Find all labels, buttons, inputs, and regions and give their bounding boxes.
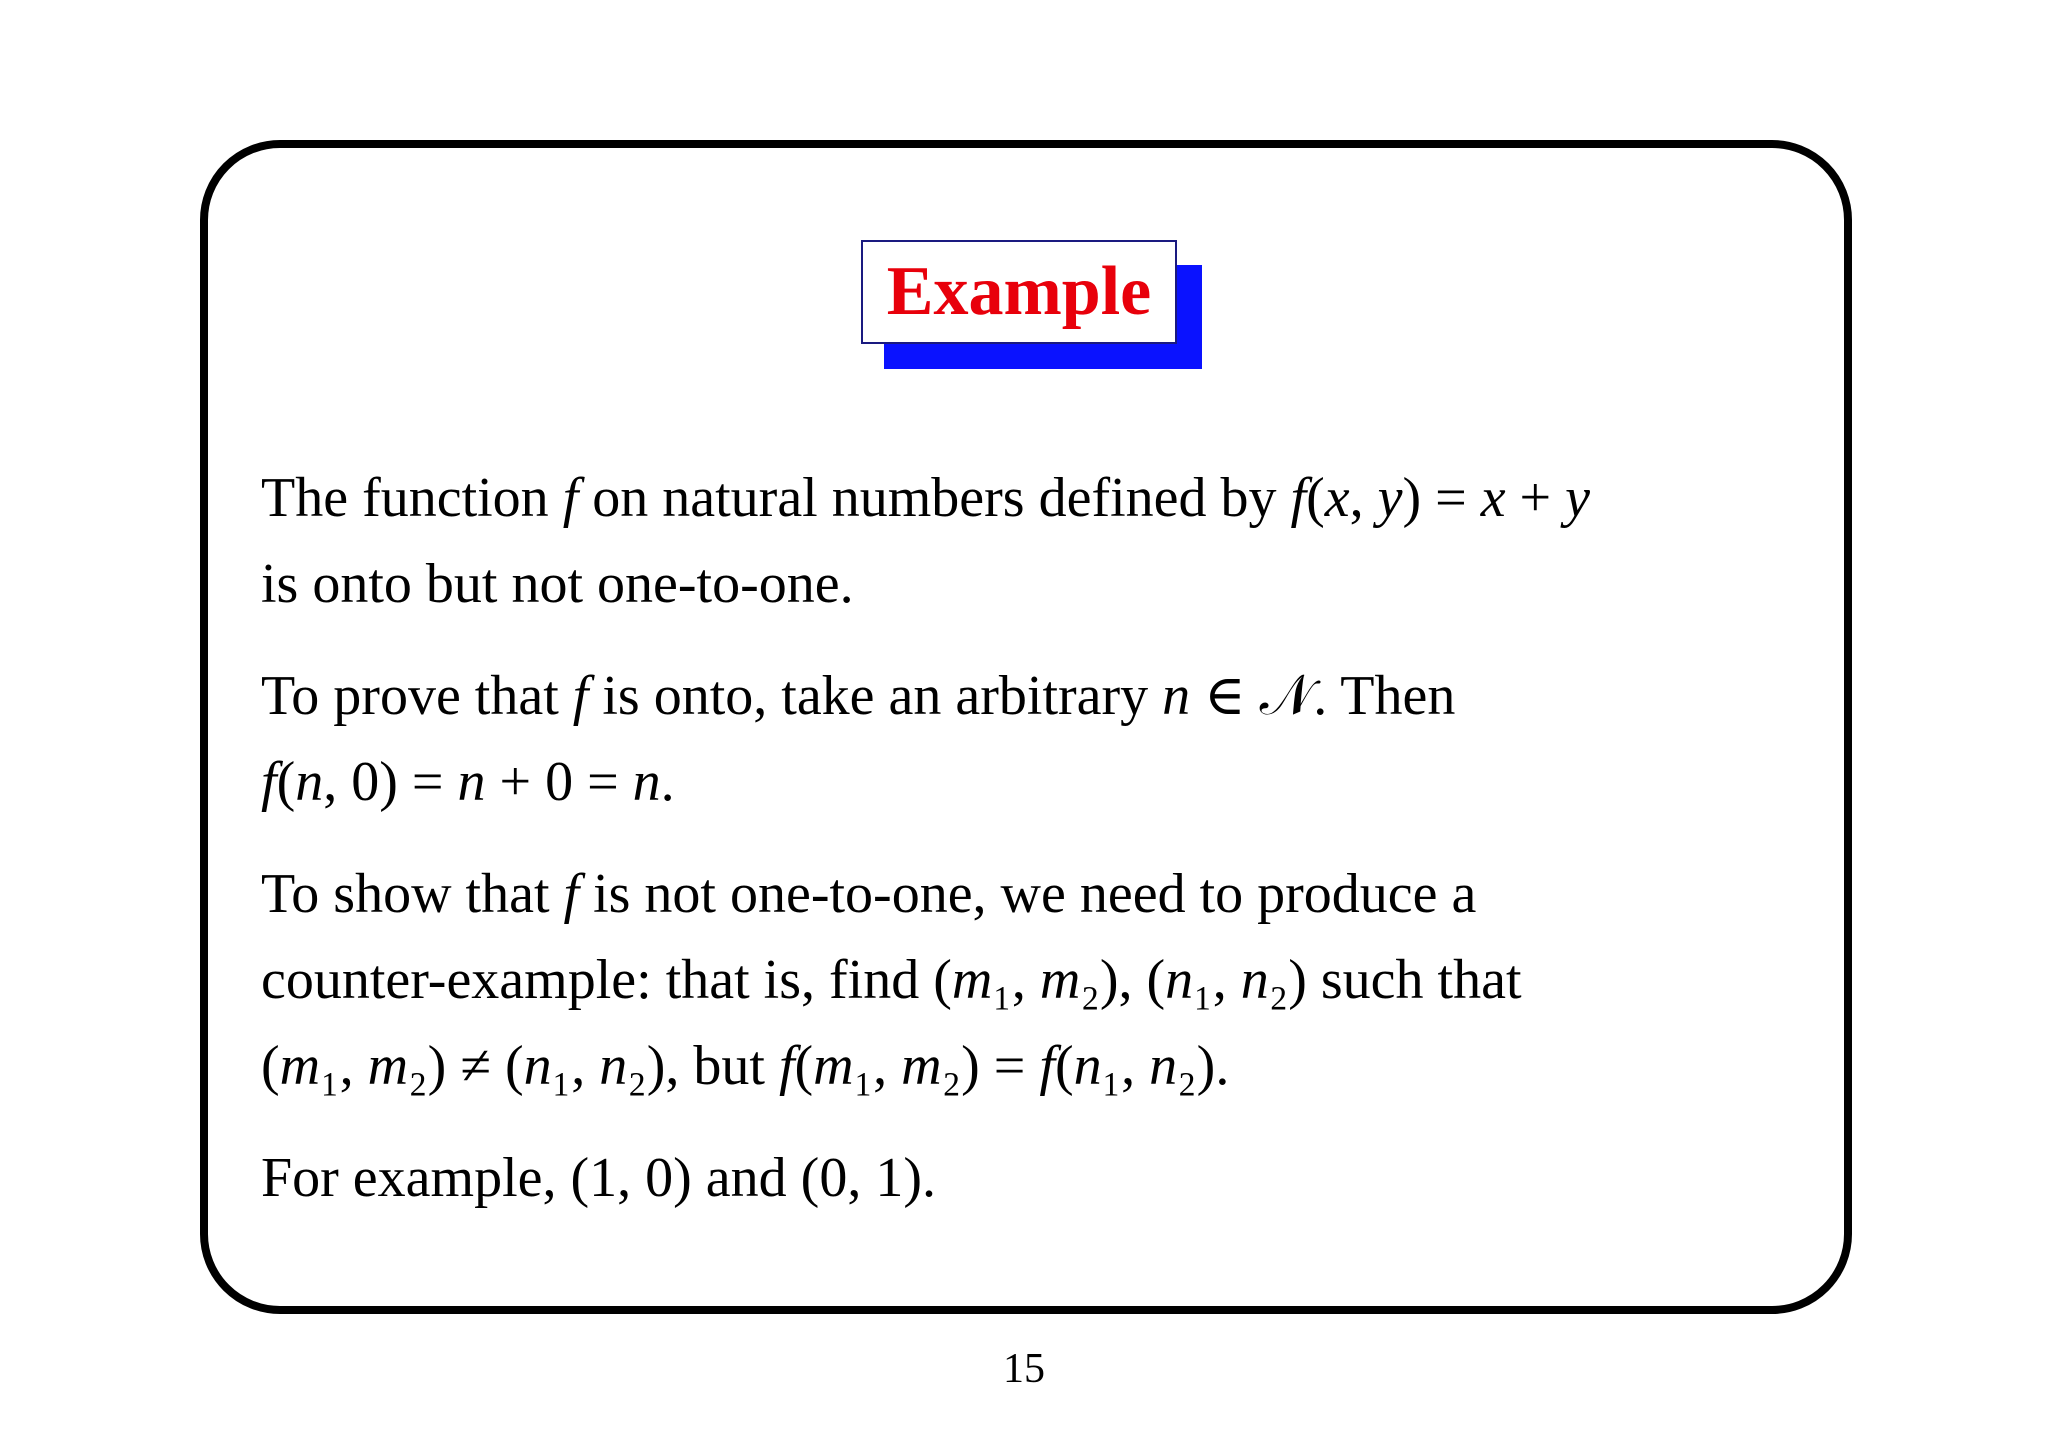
paragraph bbox=[261, 851, 1801, 1109]
math-expression: (m₁, m₂) ≠ (n₁, n₂) bbox=[261, 1035, 666, 1097]
paragraph-text: For example, bbox=[261, 1147, 571, 1209]
math-expression: (n₁, n₂) bbox=[1146, 949, 1307, 1011]
paragraph-text: is not one-to-one, we need to produce a bbox=[579, 863, 1477, 925]
paragraph-text: The function bbox=[261, 467, 563, 529]
paragraph bbox=[261, 455, 1801, 627]
math-expression: f bbox=[563, 863, 580, 925]
paragraph-text: . bbox=[660, 751, 675, 813]
math-expression: (0, 1) bbox=[800, 1147, 922, 1209]
math-expression: f bbox=[572, 665, 589, 727]
math-expression: n ∈ 𝒩 bbox=[1162, 665, 1314, 727]
math-expression: f(n, 0) = n + 0 = n bbox=[261, 751, 661, 813]
paragraph-text: . bbox=[1215, 1035, 1230, 1097]
paragraph-text: To show that bbox=[261, 863, 564, 925]
math-expression: f bbox=[562, 467, 579, 529]
paragraph bbox=[261, 1135, 1801, 1221]
slide-content bbox=[261, 455, 1801, 1247]
paragraph-text: counter-example: that is, find bbox=[261, 949, 934, 1011]
paragraph bbox=[261, 653, 1801, 825]
slide-title: Example bbox=[886, 253, 1152, 330]
paragraph-text: such that bbox=[1306, 949, 1522, 1011]
paragraph-text: . Then bbox=[1313, 665, 1456, 727]
paragraph-text: , bbox=[1118, 949, 1147, 1011]
paragraph-text: . bbox=[921, 1147, 936, 1209]
paragraph-text: on natural numbers defined by bbox=[578, 467, 1291, 529]
paragraph-text: is onto, take an arbitrary bbox=[588, 665, 1163, 727]
math-expression: (m₁, m₂) bbox=[933, 949, 1119, 1011]
page-number: 15 bbox=[1003, 1346, 1045, 1392]
math-expression: f(x, y) = x + y bbox=[1290, 467, 1590, 529]
paragraph-text: , but bbox=[665, 1035, 779, 1097]
paragraph-text: and bbox=[691, 1147, 801, 1209]
paragraph-text: To prove that bbox=[261, 665, 573, 727]
paragraph-text: is onto but not one-to-one. bbox=[261, 553, 854, 615]
title-box bbox=[861, 240, 1177, 344]
math-expression: f(m₁, m₂) = f(n₁, n₂) bbox=[778, 1035, 1216, 1097]
math-expression: (1, 0) bbox=[570, 1147, 692, 1209]
